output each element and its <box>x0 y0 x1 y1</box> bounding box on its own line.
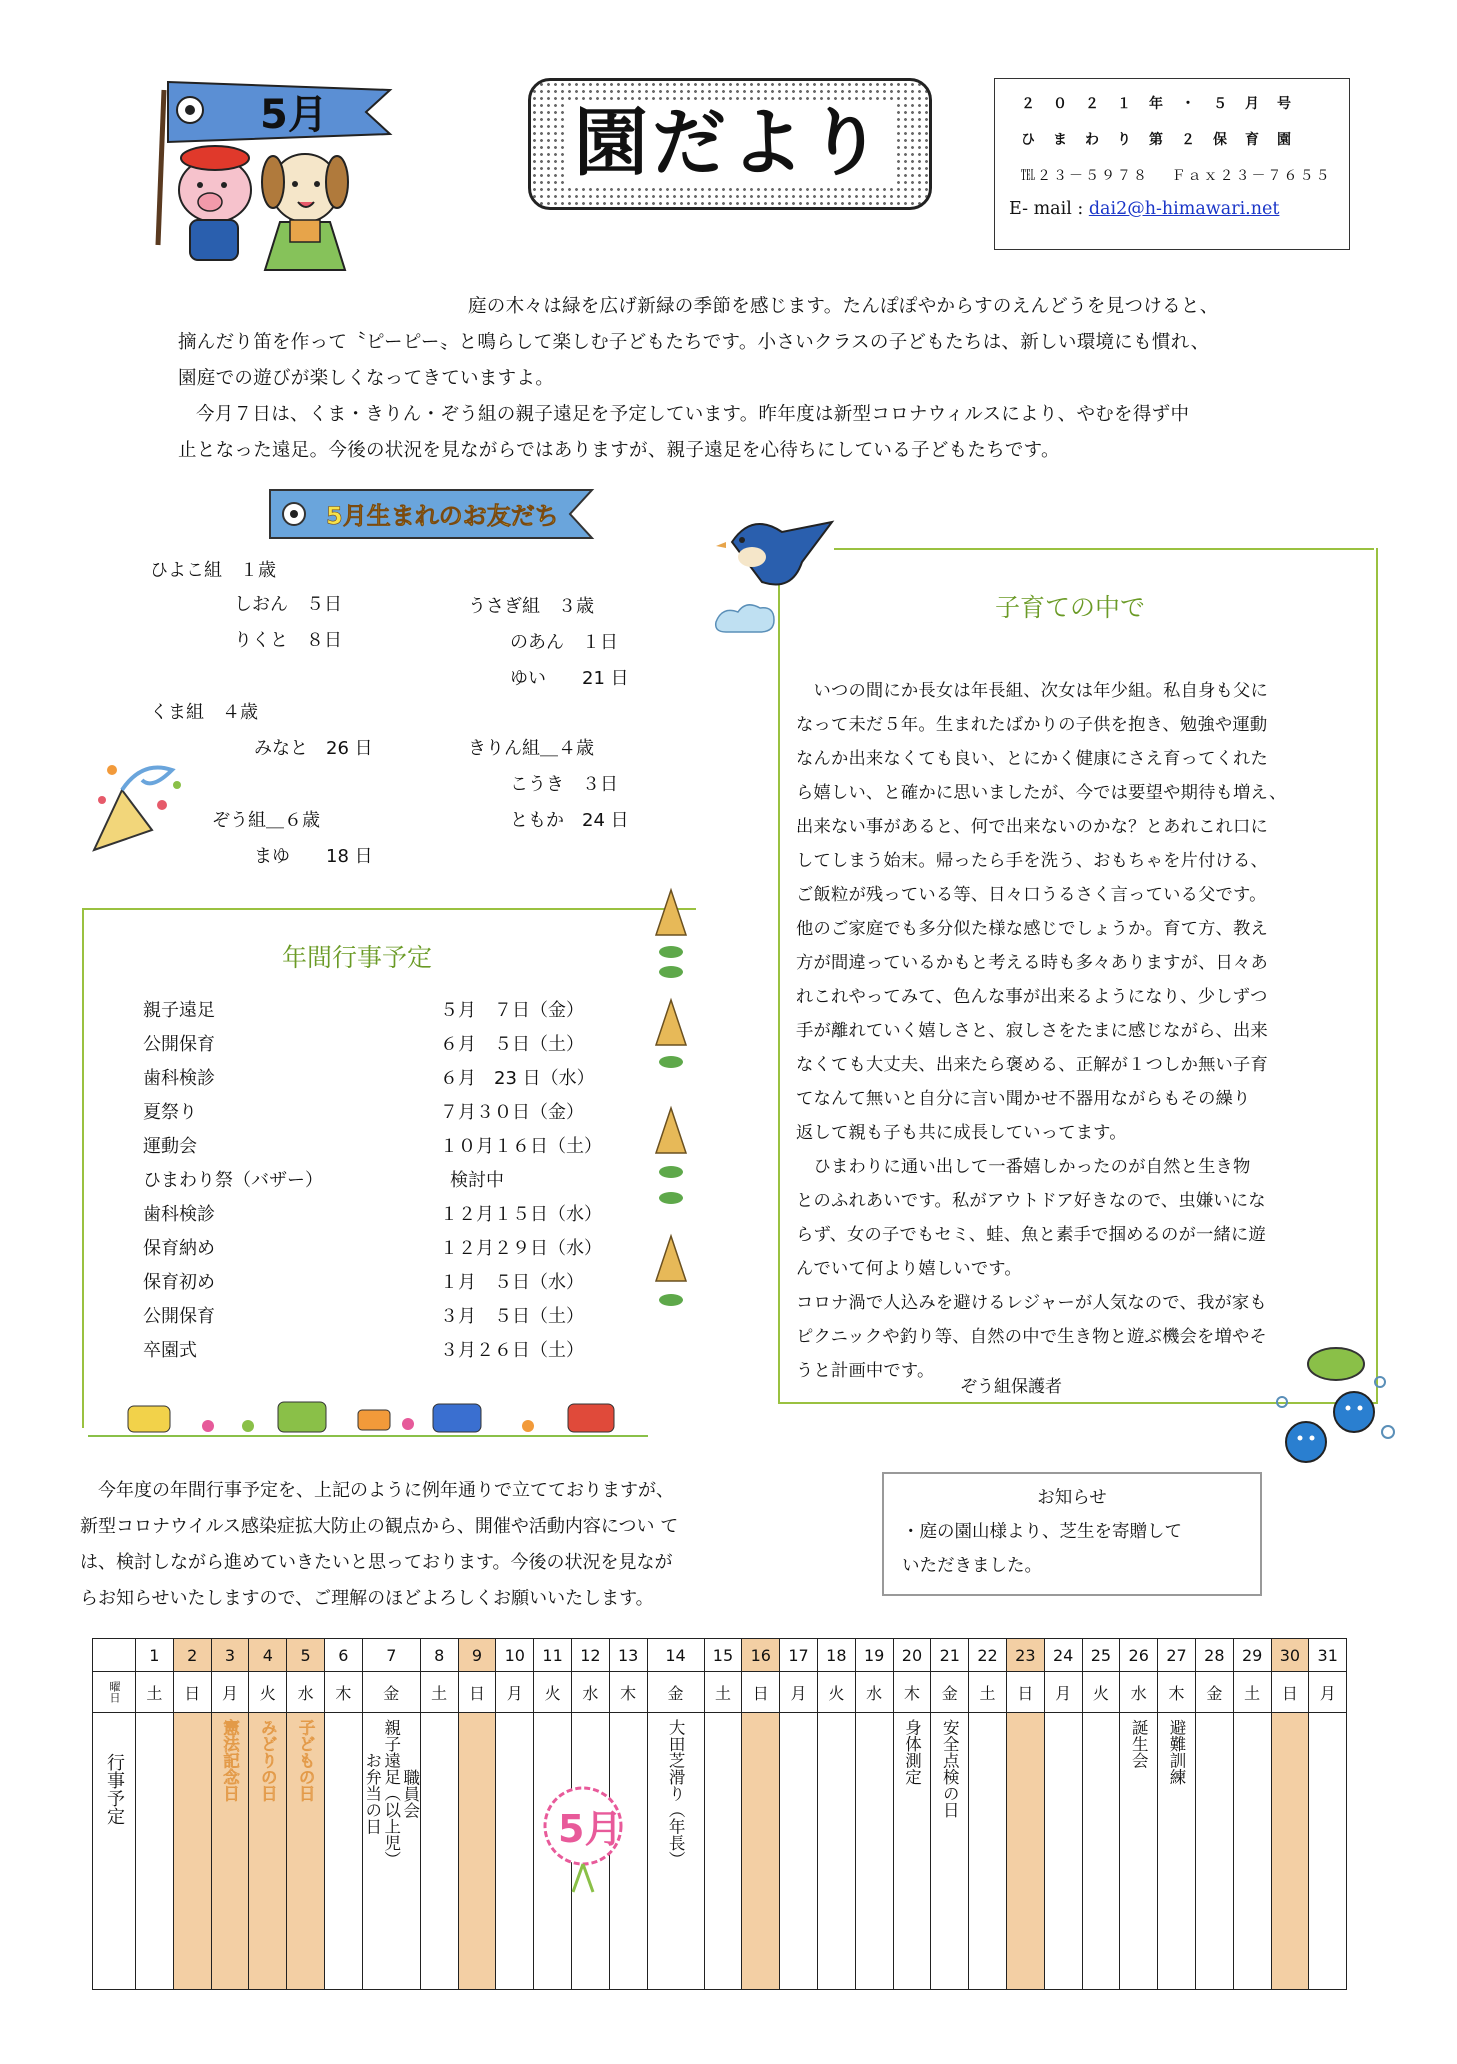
calendar-event-text: 親子遠足（以上児） <box>381 1719 401 1868</box>
event-name: 公開保育 <box>143 1034 215 1055</box>
calendar-event-cell-20 <box>893 1713 931 1990</box>
calendar-day-8: 8 <box>420 1639 458 1672</box>
intro-line: 今月７日は、くま・きりん・ぞう組の親子遠足を予定しています。昨年度は新型コロナウィルスにより、やむを得ず中 <box>196 404 1190 425</box>
calendar-event-cell-22 <box>969 1713 1007 1990</box>
calendar-day-22: 22 <box>969 1639 1007 1672</box>
event-date: １２月２９日（水） <box>440 1238 602 1259</box>
calendar-weekday-19: 水 <box>855 1672 893 1713</box>
calendar-weekday-18: 火 <box>817 1672 855 1713</box>
birthday-child: のあん １日 <box>510 632 618 653</box>
parenting-line: れこれやってみて、色んな事が出来るようになり、少しずつ <box>796 987 1268 1007</box>
calendar-event-cell-2 <box>173 1713 211 1990</box>
notice-line: いただきました。 <box>902 1556 1042 1576</box>
intro-line: 園庭での遊びが楽しくなってきていますよ。 <box>178 368 555 389</box>
birthday-child: しおん ５日 <box>234 594 342 615</box>
tel-fax: ℡２３－５９７８ Ｆａｘ２３－７６５５ <box>1021 168 1332 184</box>
calendar-weekday-14: 金 <box>647 1672 704 1713</box>
birthday-child: ともか 24 日 <box>510 810 629 831</box>
calendar-weekday-28: 金 <box>1195 1672 1233 1713</box>
calendar-weekday-16: 日 <box>742 1672 780 1713</box>
calendar-event-cell-7 <box>362 1713 420 1990</box>
calendar-day-6: 6 <box>324 1639 362 1672</box>
calendar-event-text: 誕生会 <box>1129 1719 1149 1769</box>
calendar-weekday-30: 日 <box>1271 1672 1309 1713</box>
event-name: 親子遠足 <box>143 1000 215 1021</box>
event-name: ひまわり祭（バザー） <box>143 1170 323 1191</box>
calendar-day-30: 30 <box>1271 1639 1309 1672</box>
parenting-line: らず、女の子でもセミ、蛙、魚と素手で掴めるのが一緒に遊 <box>796 1225 1266 1245</box>
calendar-corner-cell <box>93 1639 136 1672</box>
class-usagi: うさぎ組 ３歳 <box>468 596 594 617</box>
stamp-month-text: 5月 <box>558 1807 623 1851</box>
calendar-weekday-27: 木 <box>1158 1672 1196 1713</box>
calendar-day-15: 15 <box>704 1639 742 1672</box>
calendar-day-26: 26 <box>1120 1639 1158 1672</box>
calendar-event-cell-3 <box>211 1713 249 1990</box>
calendar-event-text: 子どもの日 <box>296 1719 316 1802</box>
calendar-weekday-17: 月 <box>780 1672 818 1713</box>
calendar-event-cell-25 <box>1082 1713 1120 1990</box>
calendar-day-20: 20 <box>893 1639 931 1672</box>
calendar-weekday-23: 日 <box>1006 1672 1044 1713</box>
tadpole-icon <box>1276 1342 1406 1476</box>
calendar-day-9: 9 <box>458 1639 496 1672</box>
calendar-day-11: 11 <box>534 1639 572 1672</box>
intro-line: 止となった遠足。今後の状況を見ながらではありますが、親子遠足を心待ちにしている子どもたちです。 <box>178 440 1060 461</box>
calendar-weekday-24: 月 <box>1044 1672 1082 1713</box>
parenting-line: なんか出来なくても良い、とにかく健康にさえ育ってくれた <box>796 749 1268 769</box>
birthday-banner-text: 5月生まれのお友だち <box>326 502 559 530</box>
parenting-line: うと計画中です。 <box>796 1361 935 1381</box>
calendar-event-text: 大田芝滑り（年長） <box>666 1719 686 1868</box>
carnation-month-stamp <box>528 1776 638 1900</box>
calendar-event-cell-8 <box>420 1713 458 1990</box>
vehicles-decoration <box>88 1396 648 1446</box>
class-hiyoko: ひよこ組 １歳 <box>150 560 276 581</box>
class-kuma: くま組 ４歳 <box>150 702 258 723</box>
email-label: E- mail : <box>1009 199 1084 219</box>
calendar-weekday-22: 土 <box>969 1672 1007 1713</box>
calendar-weekday-26: 水 <box>1120 1672 1158 1713</box>
calendar-event-cell-14 <box>647 1713 704 1990</box>
calendar-weekday-9: 日 <box>458 1672 496 1713</box>
koinobori-mascot-illustration <box>140 70 410 284</box>
calendar-weekday-2: 日 <box>173 1672 211 1713</box>
calendar-weekday-7: 金 <box>362 1672 420 1713</box>
calendar-event-cell-19 <box>855 1713 893 1990</box>
banner-month-text: 5月 <box>260 92 328 138</box>
calendar-event-cell-29 <box>1233 1713 1271 1990</box>
calendar-weekday-13: 木 <box>609 1672 647 1713</box>
calendar-weekday-31: 月 <box>1309 1672 1347 1713</box>
parenting-box-top-border <box>834 548 1374 550</box>
calendar-event-text: みどりの日 <box>258 1719 278 1802</box>
event-date: ５月 ７日（金） <box>440 1000 584 1021</box>
calendar-day-18: 18 <box>817 1639 855 1672</box>
notice-title: お知らせ <box>1037 1488 1107 1508</box>
calendar-weekday-29: 土 <box>1233 1672 1271 1713</box>
parenting-line: 他のご家庭でも多分似た様な感じでしょうか。育て方、教え <box>796 919 1268 939</box>
parenting-line: コロナ渦で人込みを避けるレジャーが人気なので、我が家も <box>796 1293 1267 1313</box>
calendar-day-13: 13 <box>609 1639 647 1672</box>
event-date: １２月１５日（水） <box>440 1204 602 1225</box>
event-date: ３月 ５日（土） <box>440 1306 584 1327</box>
parenting-line: なくても大丈夫、出来たら褒める、正解が１つしか無い子育 <box>796 1055 1268 1075</box>
calendar-day-7: 7 <box>362 1639 420 1672</box>
calendar-day-19: 19 <box>855 1639 893 1672</box>
parenting-line: 方が間違っているかもと考える時も多々ありますが、日々あ <box>796 953 1268 973</box>
calendar-weekday-6: 木 <box>324 1672 362 1713</box>
event-name: 歯科検診 <box>143 1068 215 1089</box>
parenting-line: してしまう始末。帰ったら手を洗う、おもちゃを片付ける、 <box>796 851 1268 871</box>
event-row-label: 行事予定 <box>104 1753 125 1825</box>
calendar-event-cell-16 <box>742 1713 780 1990</box>
parenting-line: なって未だ５年。生まれたばかりの子供を抱き、勉強や運動 <box>796 715 1268 735</box>
parenting-line: ピクニックや釣り等、自然の中で生き物と遊ぶ機会を増やそ <box>796 1327 1267 1347</box>
event-header-cell <box>93 1713 136 1990</box>
event-date: １０月１６日（土） <box>440 1136 602 1157</box>
school-info-box <box>994 78 1350 250</box>
parenting-signature: ぞう組保護者 <box>960 1377 1062 1397</box>
event-date: ６月 ５日（土） <box>440 1034 584 1055</box>
event-name: 卒園式 <box>143 1340 197 1361</box>
calendar-event-cell-24 <box>1044 1713 1082 1990</box>
parenting-line: ら嬉しい、と確かに思いましたが、今では要望や期待も増え、 <box>796 783 1287 803</box>
calendar-day-12: 12 <box>571 1639 609 1672</box>
calendar-weekday-3: 月 <box>211 1672 249 1713</box>
calendar-weekday-15: 土 <box>704 1672 742 1713</box>
calendar-event-text: 避難訓練 <box>1167 1719 1187 1785</box>
swallow-bird-icon <box>712 502 842 646</box>
calendar-weekday-21: 金 <box>931 1672 969 1713</box>
parenting-line: 出来ない事があると、何で出来ないのかな？とあれこれ口に <box>796 817 1268 837</box>
notice-paragraph-line: 今年度の年間行事予定を、上記のように例年通りで立てておりますが、 <box>80 1480 674 1501</box>
event-name: 保育納め <box>143 1238 215 1259</box>
event-name: 運動会 <box>143 1136 197 1157</box>
event-date: ６月 23 日（水） <box>440 1068 595 1089</box>
birthday-child: みなと 26 日 <box>254 738 373 759</box>
calendar-day-31: 31 <box>1309 1639 1347 1672</box>
calendar-day-4: 4 <box>249 1639 287 1672</box>
calendar-event-cell-30 <box>1271 1713 1309 1990</box>
calendar-weekday-8: 土 <box>420 1672 458 1713</box>
calendar-day-10: 10 <box>496 1639 534 1672</box>
calendar-weekday-10: 月 <box>496 1672 534 1713</box>
event-date: ７月３０日（金） <box>440 1102 584 1123</box>
event-name: 歯科検診 <box>143 1204 215 1225</box>
calendar-day-28: 28 <box>1195 1639 1233 1672</box>
calendar-day-25: 25 <box>1082 1639 1120 1672</box>
calendar-event-cell-1 <box>136 1713 174 1990</box>
school-name: ひ ま わ り 第 ２ 保 育 園 <box>1021 132 1293 148</box>
calendar-event-cell-27 <box>1158 1713 1196 1990</box>
parenting-line: てなんて無いと自分に言い聞かせ不器用ながらもその繰り <box>796 1089 1251 1109</box>
calendar-weekday-1: 土 <box>136 1672 174 1713</box>
parenting-title: 子育ての中で <box>994 593 1145 622</box>
calendar-day-1: 1 <box>136 1639 174 1672</box>
parenting-line: 手が離れていく嬉しさと、寂しさをたまに感じながら、出来 <box>796 1021 1268 1041</box>
calendar-weekday-20: 木 <box>893 1672 931 1713</box>
email-link[interactable]: dai2@h-himawari.net <box>1088 199 1280 219</box>
calendar-weekday-11: 火 <box>534 1672 572 1713</box>
party-popper-icon <box>82 750 192 864</box>
calendar-event-cell-15 <box>704 1713 742 1990</box>
event-date: １月 ５日（水） <box>440 1272 584 1293</box>
page-title: 園だより <box>528 78 932 210</box>
calendar-day-14: 14 <box>647 1639 704 1672</box>
monthly-calendar <box>92 1638 1347 1990</box>
calendar-event-cell-9 <box>458 1713 496 1990</box>
calendar-event-cell-31 <box>1309 1713 1347 1990</box>
calendar-event-cell-6 <box>324 1713 362 1990</box>
calendar-event-text: 憲法記念日 <box>220 1719 240 1802</box>
class-kirin: きりん組＿４歳 <box>468 738 594 759</box>
parenting-line: とのふれあいです。私がアウトドア好きなので、虫嫌いにな <box>796 1191 1266 1211</box>
calendar-day-29: 29 <box>1233 1639 1271 1672</box>
notice-paragraph-line: 新型コロナウイルス感染症拡大防止の観点から、開催や活動内容につい て <box>80 1516 679 1537</box>
birthday-child: こうき ３日 <box>510 774 618 795</box>
calendar-day-17: 17 <box>780 1639 818 1672</box>
calendar-day-5: 5 <box>287 1639 325 1672</box>
calendar-weekday-25: 火 <box>1082 1672 1120 1713</box>
parenting-line: 返して親も子も共に成長していってます。 <box>796 1123 1127 1143</box>
calendar-event-cell-18 <box>817 1713 855 1990</box>
intro-line: 庭の木々は緑を広げ新緑の季節を感じます。たんぽぽやからすのえんどうを見つけると、 <box>468 296 1219 317</box>
calendar-event-cell-17 <box>780 1713 818 1990</box>
calendar-day-23: 23 <box>1006 1639 1044 1672</box>
event-name: 保育初め <box>143 1272 215 1293</box>
notice-paragraph-line: は、検討しながら進めていきたいと思っております。今後の状況を見なが <box>80 1552 673 1573</box>
calendar-event-text: 身体測定 <box>902 1719 922 1785</box>
calendar-day-21: 21 <box>931 1639 969 1672</box>
calendar-day-16: 16 <box>742 1639 780 1672</box>
parenting-line: ひまわりに通い出して一番嬉しかったのが自然と生き物 <box>796 1157 1251 1177</box>
dow-label: 曜日 <box>108 1681 121 1703</box>
event-date: ３月２６日（土） <box>440 1340 584 1361</box>
calendar-weekday-5: 水 <box>287 1672 325 1713</box>
birthday-child: ゆい 21 日 <box>510 668 629 689</box>
event-name: 公開保育 <box>143 1306 215 1327</box>
parenting-line: ご飯粒が残っている等、日々口うるさく言っている父です。 <box>796 885 1267 905</box>
calendar-day-27: 27 <box>1158 1639 1196 1672</box>
calendar-event-cell-5 <box>287 1713 325 1990</box>
class-zou: ぞう組＿６歳 <box>212 810 320 831</box>
calendar-day-3: 3 <box>211 1639 249 1672</box>
notice-box <box>882 1472 1262 1596</box>
parenting-line: いつの間にか長女は年長組、次女は年少組。私自身も父に <box>796 681 1268 701</box>
issue-label: ２ ０ ２ １ 年 ・ ５ 月 号 <box>1021 96 1293 112</box>
event-name: 夏祭り <box>143 1102 197 1123</box>
birthday-banner <box>266 484 596 548</box>
calendar-weekday-4: 火 <box>249 1672 287 1713</box>
event-date: 検討中 <box>432 1170 504 1191</box>
calendar-day-24: 24 <box>1044 1639 1082 1672</box>
notice-line: ・庭の園山様より、芝生を寄贈して <box>902 1522 1182 1542</box>
calendar-event-cell-26 <box>1120 1713 1158 1990</box>
calendar-event-text: お弁当の日 <box>362 1752 382 1835</box>
notice-paragraph-line: らお知らせいたしますので、ご理解のほどよろしくお願いいたします。 <box>80 1588 654 1609</box>
calendar-event-cell-4 <box>249 1713 287 1990</box>
calendar-event-cell-23 <box>1006 1713 1044 1990</box>
bamboo-shoot-decoration <box>648 880 694 1334</box>
intro-line: 摘んだり笛を作って〝ピーピー〟と鳴らして楽しむ子どもたちです。小さいクラスの子どもたちは、新しい環境にも慣れ、 <box>178 332 1210 353</box>
calendar-event-text: 安全点検の日 <box>940 1719 960 1818</box>
calendar-event-cell-21 <box>931 1713 969 1990</box>
calendar-weekday-12: 水 <box>571 1672 609 1713</box>
parenting-line: んでいて何より嬉しいです。 <box>796 1259 1022 1279</box>
calendar-event-text: 職員会 <box>400 1768 420 1818</box>
calendar-day-2: 2 <box>173 1639 211 1672</box>
annual-events-title: 年間行事予定 <box>281 943 432 972</box>
birthday-child: まゆ 18 日 <box>254 846 373 867</box>
calendar-event-cell-28 <box>1195 1713 1233 1990</box>
dow-header-cell <box>93 1672 136 1713</box>
birthday-child: りくと ８日 <box>234 630 342 651</box>
